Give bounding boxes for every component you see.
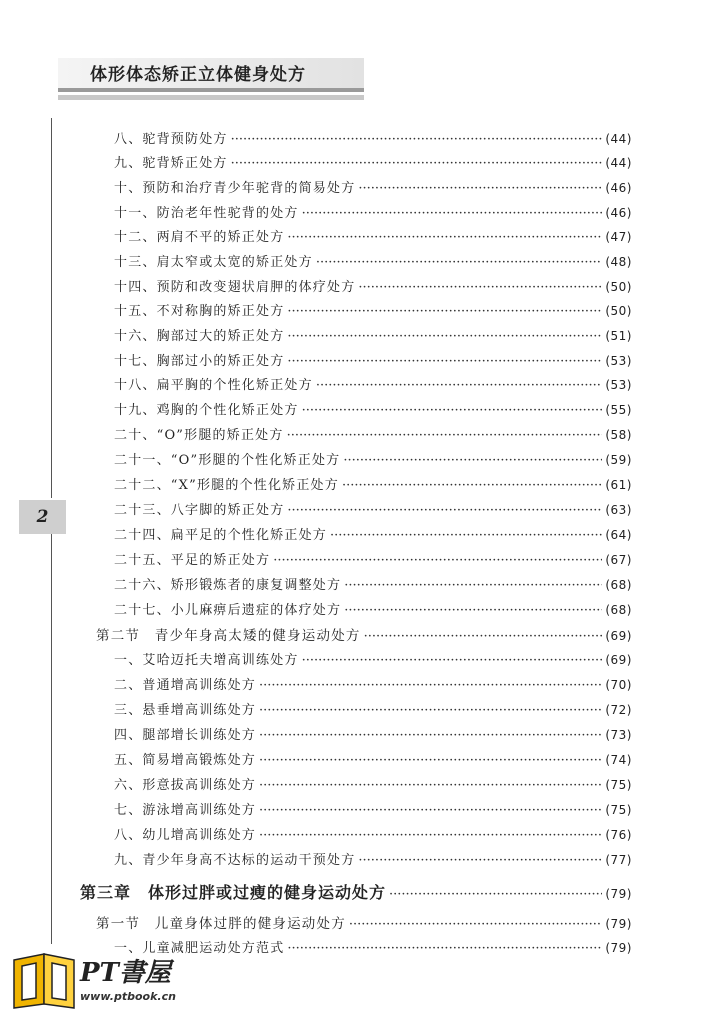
toc-chapter[interactable]: 第三章 体形过胖或过瘦的健身运动处方 ····· (79) xyxy=(80,880,632,906)
toc-entry[interactable]: 十九、鸡胸的个性化矫正处方 ····· (55) xyxy=(114,399,632,421)
leader-dots xyxy=(302,653,603,668)
toc-entry[interactable]: 二十七、小儿麻痹后遗症的体疗处方 ····· (68) xyxy=(114,599,632,621)
leader-dots xyxy=(330,528,602,543)
toc-entry[interactable]: 四、腿部增长训练处方 ····· (73) xyxy=(114,724,632,746)
toc-entry[interactable]: 十五、不对称胸的矫正处方 ····· (50) xyxy=(114,300,632,322)
leader-dots xyxy=(287,354,602,369)
toc-entry[interactable]: 六、形意拔高训练处方 ····· (75) xyxy=(114,774,632,796)
toc-entry[interactable]: 十、预防和治疗青少年驼背的简易处方 ····· (46) xyxy=(114,177,632,199)
toc-entry[interactable]: 十一、防治老年性驼背的处方 ····· (46) xyxy=(114,202,632,224)
leader-dots xyxy=(287,503,602,518)
toc-entry[interactable]: 十七、胸部过小的矫正处方 ····· (53) xyxy=(114,350,632,372)
leader-dots xyxy=(389,887,602,902)
toc-section[interactable]: 第一节 儿童身体过胖的健身运动处方 ····· (79) xyxy=(96,912,632,934)
header-rule xyxy=(58,88,364,92)
margin-rule xyxy=(51,118,52,498)
margin-rule-lower xyxy=(51,534,52,944)
toc-entry[interactable]: 九、青少年身高不达标的运动干预处方 ····· (77) xyxy=(114,849,632,871)
leader-dots xyxy=(259,703,602,718)
leader-dots xyxy=(231,156,603,171)
toc-entry[interactable]: 二十四、扁平足的个性化矫正处方 ····· (64) xyxy=(114,524,632,546)
toc-entry[interactable]: 二十二、“X”形腿的个性化矫正处方 ····· (61) xyxy=(114,474,632,496)
leader-dots xyxy=(259,678,602,693)
header-rule-secondary xyxy=(58,95,364,100)
toc-entry[interactable]: 一、儿童减肥运动处方范式 ····· (79) xyxy=(114,937,632,959)
leader-dots xyxy=(287,304,602,319)
toc-entry[interactable]: 一、艾哈迈托夫增高训练处方 ····· (69) xyxy=(114,649,632,671)
leader-dots xyxy=(231,132,603,147)
toc-entry[interactable]: 九、驼背矫正处方 ····· (44) xyxy=(114,152,632,174)
toc-entry[interactable]: 二十五、平足的矫正处方 ····· (67) xyxy=(114,549,632,571)
toc-entry[interactable]: 十三、肩太窄或太宽的矫正处方 ····· (48) xyxy=(114,251,632,273)
toc-entry[interactable]: 八、驼背预防处方 ····· (44) xyxy=(114,128,632,150)
leader-dots xyxy=(358,181,602,196)
leader-dots xyxy=(259,753,602,768)
toc-entry[interactable]: 二十三、八字脚的矫正处方 ····· (63) xyxy=(114,499,632,521)
toc-entry[interactable]: 八、幼儿增高训练处方 ····· (76) xyxy=(114,824,632,846)
leader-dots xyxy=(342,478,602,493)
leader-dots xyxy=(259,828,602,843)
toc-entry[interactable]: 十六、胸部过大的矫正处方 ····· (51) xyxy=(114,325,632,347)
leader-dots xyxy=(349,917,602,932)
toc-entry[interactable]: 七、游泳增高训练处方 ····· (75) xyxy=(114,799,632,821)
toc-entry[interactable]: 二十六、矫形锻炼者的康复调整处方 ····· (68) xyxy=(114,574,632,596)
leader-dots xyxy=(259,728,602,743)
toc-entry[interactable]: 二十一、“O”形腿的个性化矫正处方 ····· (59) xyxy=(114,449,632,471)
leader-dots xyxy=(316,378,603,393)
leader-dots xyxy=(358,853,602,868)
leader-dots xyxy=(273,553,602,568)
toc-section[interactable]: 第二节 青少年身高太矮的健身运动处方 ····· (69) xyxy=(96,624,632,646)
leader-dots xyxy=(287,428,603,443)
toc-entry[interactable]: 十八、扁平胸的个性化矫正处方 ····· (53) xyxy=(114,374,632,396)
leader-dots xyxy=(302,403,603,418)
leader-dots xyxy=(358,280,602,295)
leader-dots xyxy=(344,603,602,618)
leader-dots xyxy=(259,803,602,818)
page-number-tab xyxy=(19,500,66,534)
leader-dots xyxy=(344,578,602,593)
book-title: 体形体态矫正立体健身处方 xyxy=(90,65,306,85)
leader-dots xyxy=(364,629,603,644)
page-number: 2 xyxy=(36,507,49,527)
leader-dots xyxy=(316,255,603,270)
logo-url: www.ptbook.cn xyxy=(80,990,176,1003)
leader-dots xyxy=(343,453,602,468)
toc-entry[interactable]: 五、简易增高锻炼处方 ····· (74) xyxy=(114,749,632,771)
toc-entry[interactable]: 十二、两肩不平的矫正处方 ····· (47) xyxy=(114,226,632,248)
logo-text: PT書屋 xyxy=(80,958,171,988)
toc-entry[interactable]: 二、普通增高训练处方 ····· (70) xyxy=(114,674,632,696)
leader-dots xyxy=(287,329,602,344)
toc-entry[interactable]: 三、悬垂增高训练处方 ····· (72) xyxy=(114,699,632,721)
leader-dots xyxy=(259,778,602,793)
toc-entry[interactable]: 二十、“O”形腿的矫正处方 ····· (58) xyxy=(114,424,632,446)
leader-dots xyxy=(287,941,602,956)
leader-dots xyxy=(302,206,603,221)
toc-entry[interactable]: 十四、预防和改变翅状肩胛的体疗处方 ····· (50) xyxy=(114,276,632,298)
leader-dots xyxy=(287,230,602,245)
